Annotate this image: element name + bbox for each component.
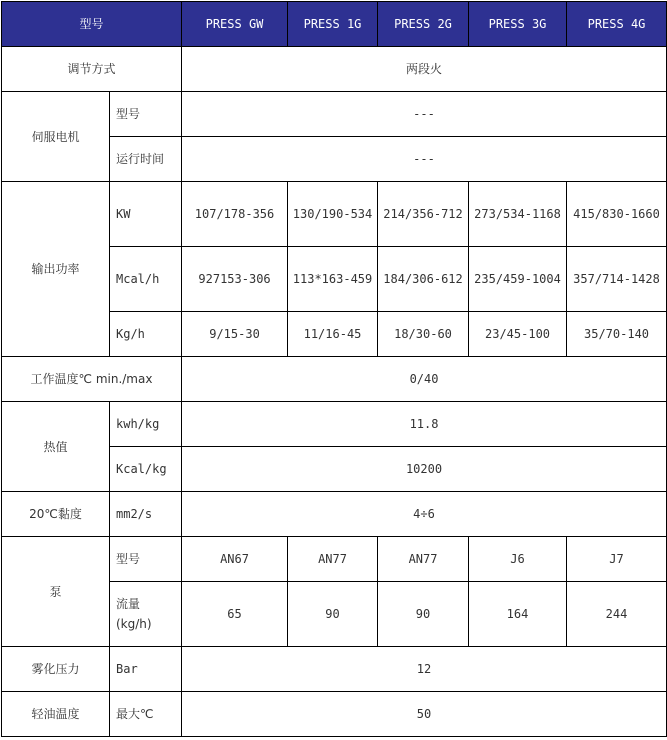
pump-flow-3g: 164	[469, 582, 567, 647]
servo-runtime-value: ---	[182, 137, 667, 182]
pump-model-4g: J7	[567, 537, 667, 582]
pump-model-row	[2, 537, 667, 582]
adjust-row	[2, 47, 667, 92]
power-kgh-1g: 11/16-45	[288, 312, 378, 357]
power-label: 输出功率	[2, 182, 110, 357]
model-header-2g: PRESS 2G	[378, 2, 469, 47]
model-header-gw: PRESS GW	[182, 2, 288, 47]
servo-runtime-label: 运行时间	[110, 137, 182, 182]
oil-temp-value: 50	[182, 692, 667, 737]
power-kgh-2g: 18/30-60	[378, 312, 469, 357]
heat-kwh-unit: kwh/kg	[110, 402, 182, 447]
model-header-1g: PRESS 1G	[288, 2, 378, 47]
heat-kcal-value: 10200	[182, 447, 667, 492]
power-kgh-3g: 23/45-100	[469, 312, 567, 357]
oil-temp-row	[2, 692, 667, 737]
temp-label: 工作温度℃ min./max	[2, 357, 182, 402]
pump-model-label: 型号	[110, 537, 182, 582]
servo-label: 伺服电机	[2, 92, 110, 182]
power-unit-mcal: Mcal/h	[110, 247, 182, 312]
pump-flow-2g: 90	[378, 582, 469, 647]
servo-model-row	[2, 92, 667, 137]
pump-label: 泵	[2, 537, 110, 647]
heat-label: 热值	[2, 402, 110, 492]
model-header-cell: 型号	[2, 2, 182, 47]
power-kgh-gw: 9/15-30	[182, 312, 288, 357]
heat-kwh-row	[2, 402, 667, 447]
power-unit-kgh: Kg/h	[110, 312, 182, 357]
viscosity-label: 20℃黏度	[2, 492, 110, 537]
header-row	[2, 2, 667, 47]
pump-flow-gw: 65	[182, 582, 288, 647]
temp-value: 0/40	[182, 357, 667, 402]
power-unit-kw: KW	[110, 182, 182, 247]
temp-row	[2, 357, 667, 402]
atomize-row	[2, 647, 667, 692]
power-kw-2g: 214/356-712	[378, 182, 469, 247]
power-mcal-4g: 357/714-1428	[567, 247, 667, 312]
adjust-label: 调节方式	[2, 47, 182, 92]
viscosity-value: 4÷6	[182, 492, 667, 537]
model-header-3g: PRESS 3G	[469, 2, 567, 47]
power-kw-row	[2, 182, 667, 247]
atomize-label: 雾化压力	[2, 647, 110, 692]
power-kgh-4g: 35/70-140	[567, 312, 667, 357]
servo-model-label: 型号	[110, 92, 182, 137]
pump-model-gw: AN67	[182, 537, 288, 582]
power-kw-gw: 107/178-356	[182, 182, 288, 247]
power-kw-4g: 415/830-1660	[567, 182, 667, 247]
heat-kcal-unit: Kcal/kg	[110, 447, 182, 492]
power-kw-1g: 130/190-534	[288, 182, 378, 247]
heat-kwh-value: 11.8	[182, 402, 667, 447]
atomize-value: 12	[182, 647, 667, 692]
servo-model-value: ---	[182, 92, 667, 137]
atomize-unit: Bar	[110, 647, 182, 692]
power-mcal-3g: 235/459-1004	[469, 247, 567, 312]
power-mcal-1g: 113*163-459	[288, 247, 378, 312]
adjust-value: 两段火	[182, 47, 667, 92]
oil-temp-label: 轻油温度	[2, 692, 110, 737]
pump-model-1g: AN77	[288, 537, 378, 582]
viscosity-unit: mm2/s	[110, 492, 182, 537]
spec-table	[1, 1, 667, 737]
viscosity-row	[2, 492, 667, 537]
oil-temp-unit: 最大℃	[110, 692, 182, 737]
pump-model-3g: J6	[469, 537, 567, 582]
power-mcal-2g: 184/306-612	[378, 247, 469, 312]
pump-model-2g: AN77	[378, 537, 469, 582]
power-kw-3g: 273/534-1168	[469, 182, 567, 247]
pump-flow-label: 流量 (kg/h)	[110, 582, 182, 647]
pump-flow-4g: 244	[567, 582, 667, 647]
pump-flow-1g: 90	[288, 582, 378, 647]
model-header-4g: PRESS 4G	[567, 2, 667, 47]
power-mcal-gw: 927153-306	[182, 247, 288, 312]
